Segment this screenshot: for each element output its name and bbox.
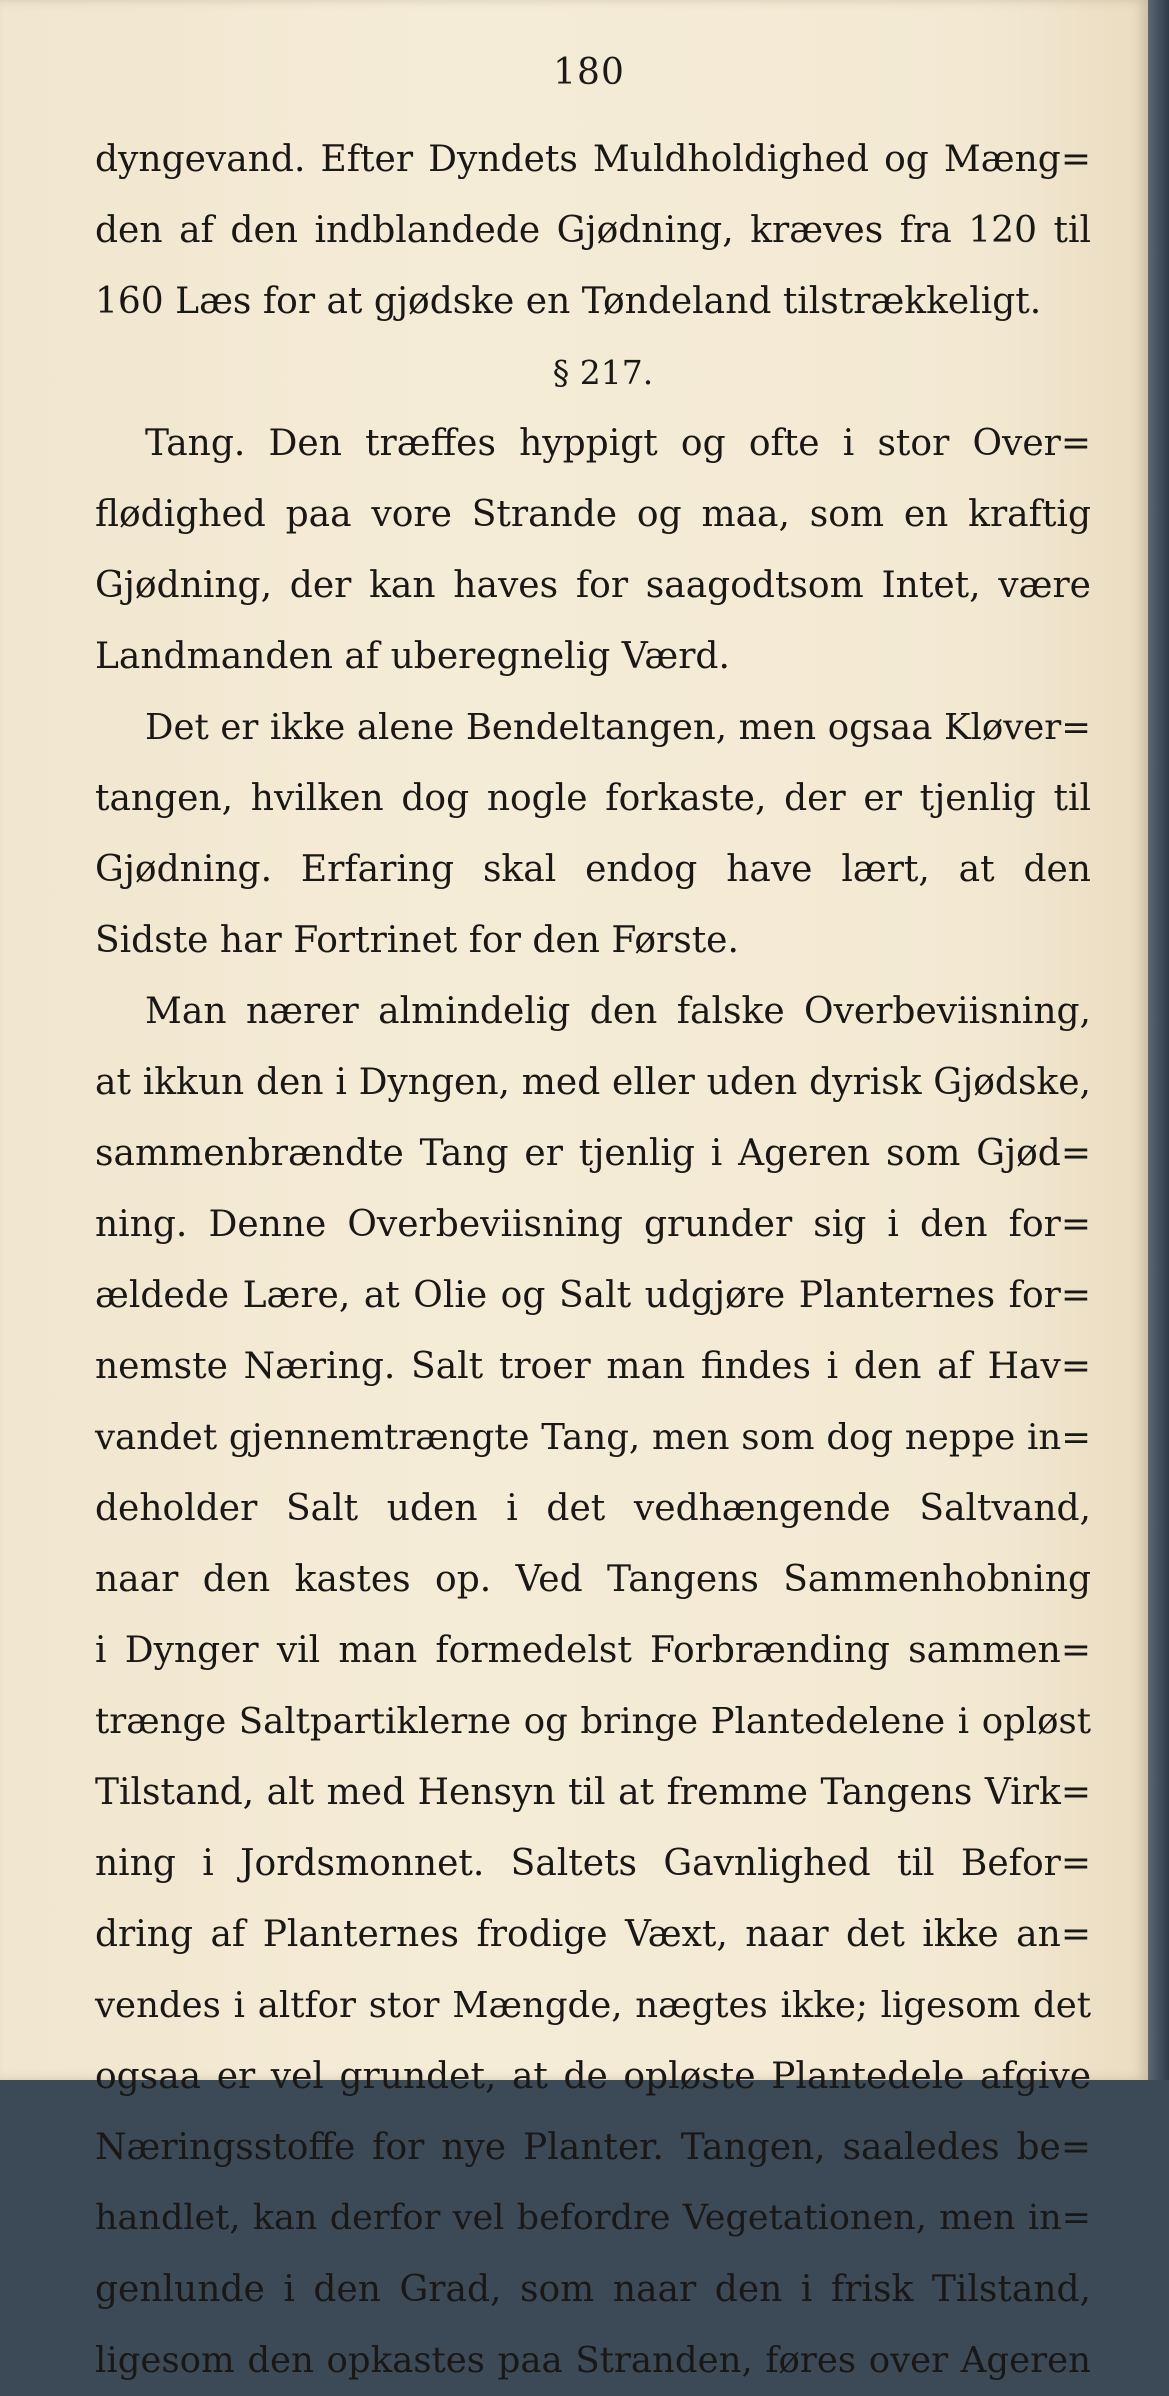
text-line: vandet gjennemtrængte Tang, men som dog neppe in= (95, 1417, 1091, 1458)
text-line: sammenbrændte Tang er tjenlig i Ageren som Gjød= (95, 1133, 1091, 1174)
text-line: dyngevand. Efter Dyndets Muldholdighed og Mæng= (95, 139, 1091, 180)
text-line: deholder Salt uden i det vedhængende Saltvand, (95, 1488, 1091, 1529)
text-line: vendes i altfor stor Mængde, nægtes ikke; ligesom det (95, 1985, 1091, 2026)
text-line: Det er ikke alene Bendeltangen, men ogsaa Kløver= (145, 707, 1091, 748)
text-line: naar den kastes op. Ved Tangens Sammenhobning (95, 1559, 1091, 1600)
text-line: ning. Denne Overbeviisning grunder sig i den for= (95, 1204, 1091, 1245)
page-edge (1148, 0, 1169, 2080)
text-line: Man nærer almindelig den falske Overbeviisning, (145, 991, 1091, 1032)
section-heading: § 217. (552, 353, 654, 392)
body-text (95, 124, 1091, 2396)
text-line: genlunde i den Grad, som naar den i frisk Tilstand, (95, 2269, 1091, 2310)
text-line: trænge Saltpartiklerne og bringe Plantedelene i opløst (95, 1701, 1091, 1742)
text-line: handlet, kan derfor vel befordre Vegetationen, men in= (95, 2198, 1091, 2238)
page-number: 180 (553, 52, 625, 93)
text-line: Tang. Den træffes hyppigt og ofte i stor Over= (145, 423, 1091, 464)
text-line: ældede Lære, at Olie og Salt udgjøre Planternes for= (95, 1275, 1091, 1316)
text-line: at ikkun den i Dyngen, med eller uden dyrisk Gjødske, (95, 1062, 1091, 1103)
text-line: ogsaa er vel grundet, at de opløste Plantedele afgive (95, 2056, 1091, 2097)
text-line: i Dynger vil man formedelst Forbrænding sammen= (95, 1630, 1091, 1671)
text-line: den af den indblandede Gjødning, kræves fra 120 til (95, 210, 1091, 251)
text-line: ligesom den opkastes paa Stranden, føres over Ageren (95, 2340, 1091, 2381)
text-line: Sidste har Fortrinet for den Første. (95, 920, 739, 961)
text-line: Gjødning, der kan haves for saagodtsom Intet, være (95, 565, 1091, 606)
text-line: 160 Læs for at gjødske en Tøndeland tilstrækkeligt. (95, 281, 1042, 322)
text-line: Næringsstoffe for nye Planter. Tangen, saaledes be= (95, 2127, 1091, 2168)
text-line: Landmanden af uberegnelig Værd. (95, 636, 730, 677)
text-line: Gjødning. Erfaring skal endog have lært, at den (95, 849, 1091, 890)
text-line: tangen, hvilken dog nogle forkaste, der er tjenlig til (95, 778, 1091, 819)
text-line: flødighed paa vore Strande og maa, som en kraftig (95, 494, 1091, 535)
text-line: nemste Næring. Salt troer man findes i den af Hav= (95, 1346, 1091, 1387)
text-line: dring af Planternes frodige Væxt, naar det ikke an= (95, 1914, 1091, 1955)
text-line: ning i Jordsmonnet. Saltets Gavnlighed til Befor= (95, 1843, 1091, 1884)
text-line: Tilstand, alt med Hensyn til at fremme Tangens Virk= (95, 1772, 1091, 1813)
